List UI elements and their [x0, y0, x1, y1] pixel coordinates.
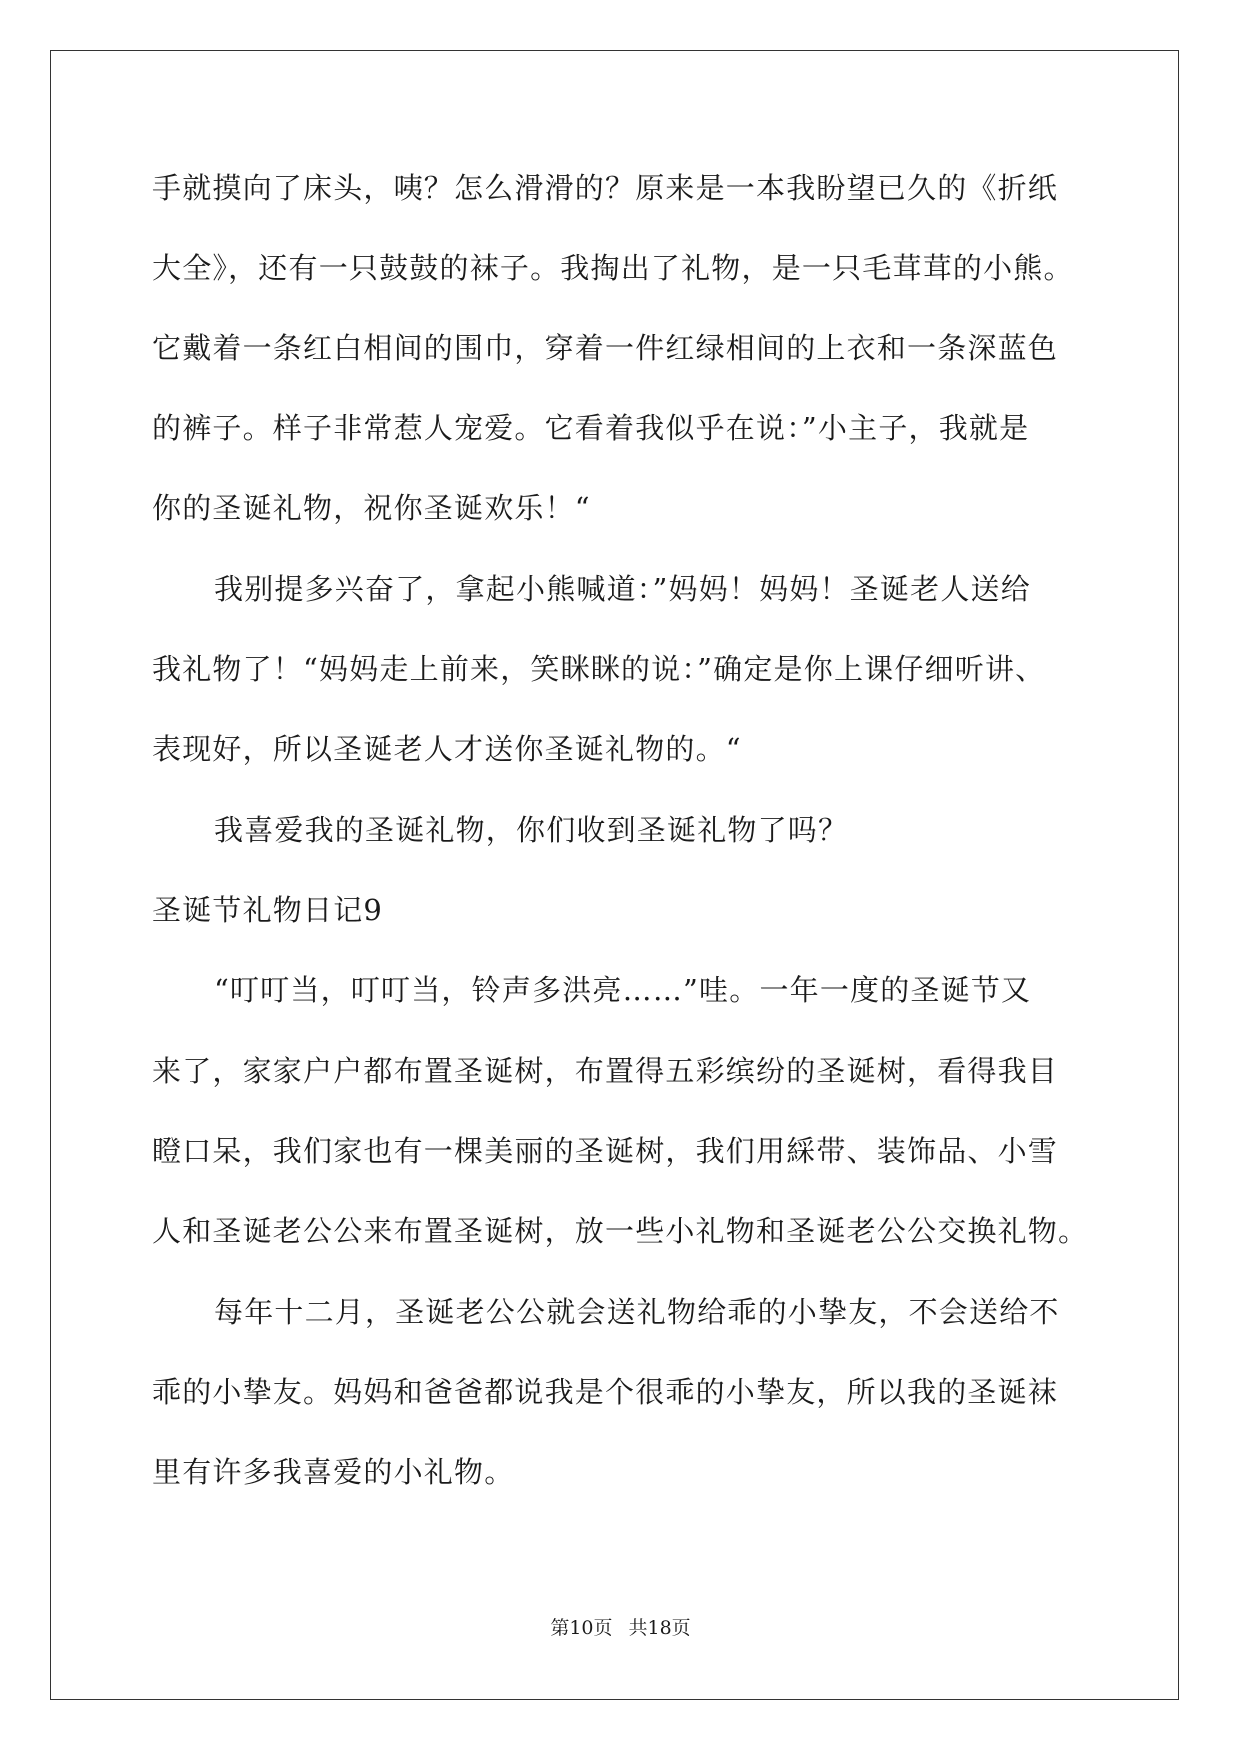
body-text-line: 它戴着一条红白相间的围巾，穿着一件红绿相间的上衣和一条深蓝色 [152, 331, 1059, 365]
body-text-line: 你的圣诞礼物，祝你圣诞欢乐！“ [152, 491, 591, 525]
page-number: 第10页 [550, 1617, 613, 1639]
body-text-line: 我礼物了！“妈妈走上前来，笑眯眯的说：”确定是你上课仔细听讲、 [152, 652, 1046, 686]
paragraph-first-line: 我喜爱我的圣诞礼物，你们收到圣诞礼物了吗？ [214, 813, 849, 847]
page-total: 共18页 [628, 1617, 691, 1639]
paragraph-first-line: 我别提多兴奋了，拿起小熊喊道：”妈妈！妈妈！圣诞老人送给 [214, 572, 1031, 606]
section-heading: 圣诞节礼物日记9 [152, 893, 384, 927]
body-text-line: 乖的小挚友。妈妈和爸爸都说我是个很乖的小挚友，所以我的圣诞袜 [152, 1375, 1059, 1409]
body-text-line: 里有许多我喜爱的小礼物。 [152, 1455, 515, 1489]
body-text-line: 瞪口呆，我们家也有一棵美丽的圣诞树，我们用綵带、装饰品、小雪 [152, 1134, 1059, 1168]
body-text-line: 表现好，所以圣诞老人才送你圣诞礼物的。“ [152, 732, 742, 766]
body-text-line: 人和圣诞老公公来布置圣诞树，放一些小礼物和圣诞老公公交换礼物。 [152, 1214, 1089, 1248]
page-footer [0, 1616, 1241, 1640]
body-text-line: 手就摸向了床头，咦？怎么滑滑的？原来是一本我盼望已久的《折纸 [152, 171, 1059, 205]
paragraph-first-line: “叮叮当，叮叮当，铃声多洪亮……”哇。一年一度的圣诞节又 [214, 973, 1032, 1007]
body-text-line: 大全》，还有一只鼓鼓的袜子。我掏出了礼物，是一只毛茸茸的小熊。 [152, 251, 1074, 285]
body-text-line: 的裤子。样子非常惹人宠爱。它看着我似乎在说：”小主子，我就是 [152, 411, 1030, 445]
body-text-line: 来了，家家户户都布置圣诞树，布置得五彩缤纷的圣诞树，看得我目 [152, 1054, 1059, 1088]
paragraph-first-line: 每年十二月，圣诞老公公就会送礼物给乖的小挚友，不会送给不 [214, 1295, 1060, 1329]
